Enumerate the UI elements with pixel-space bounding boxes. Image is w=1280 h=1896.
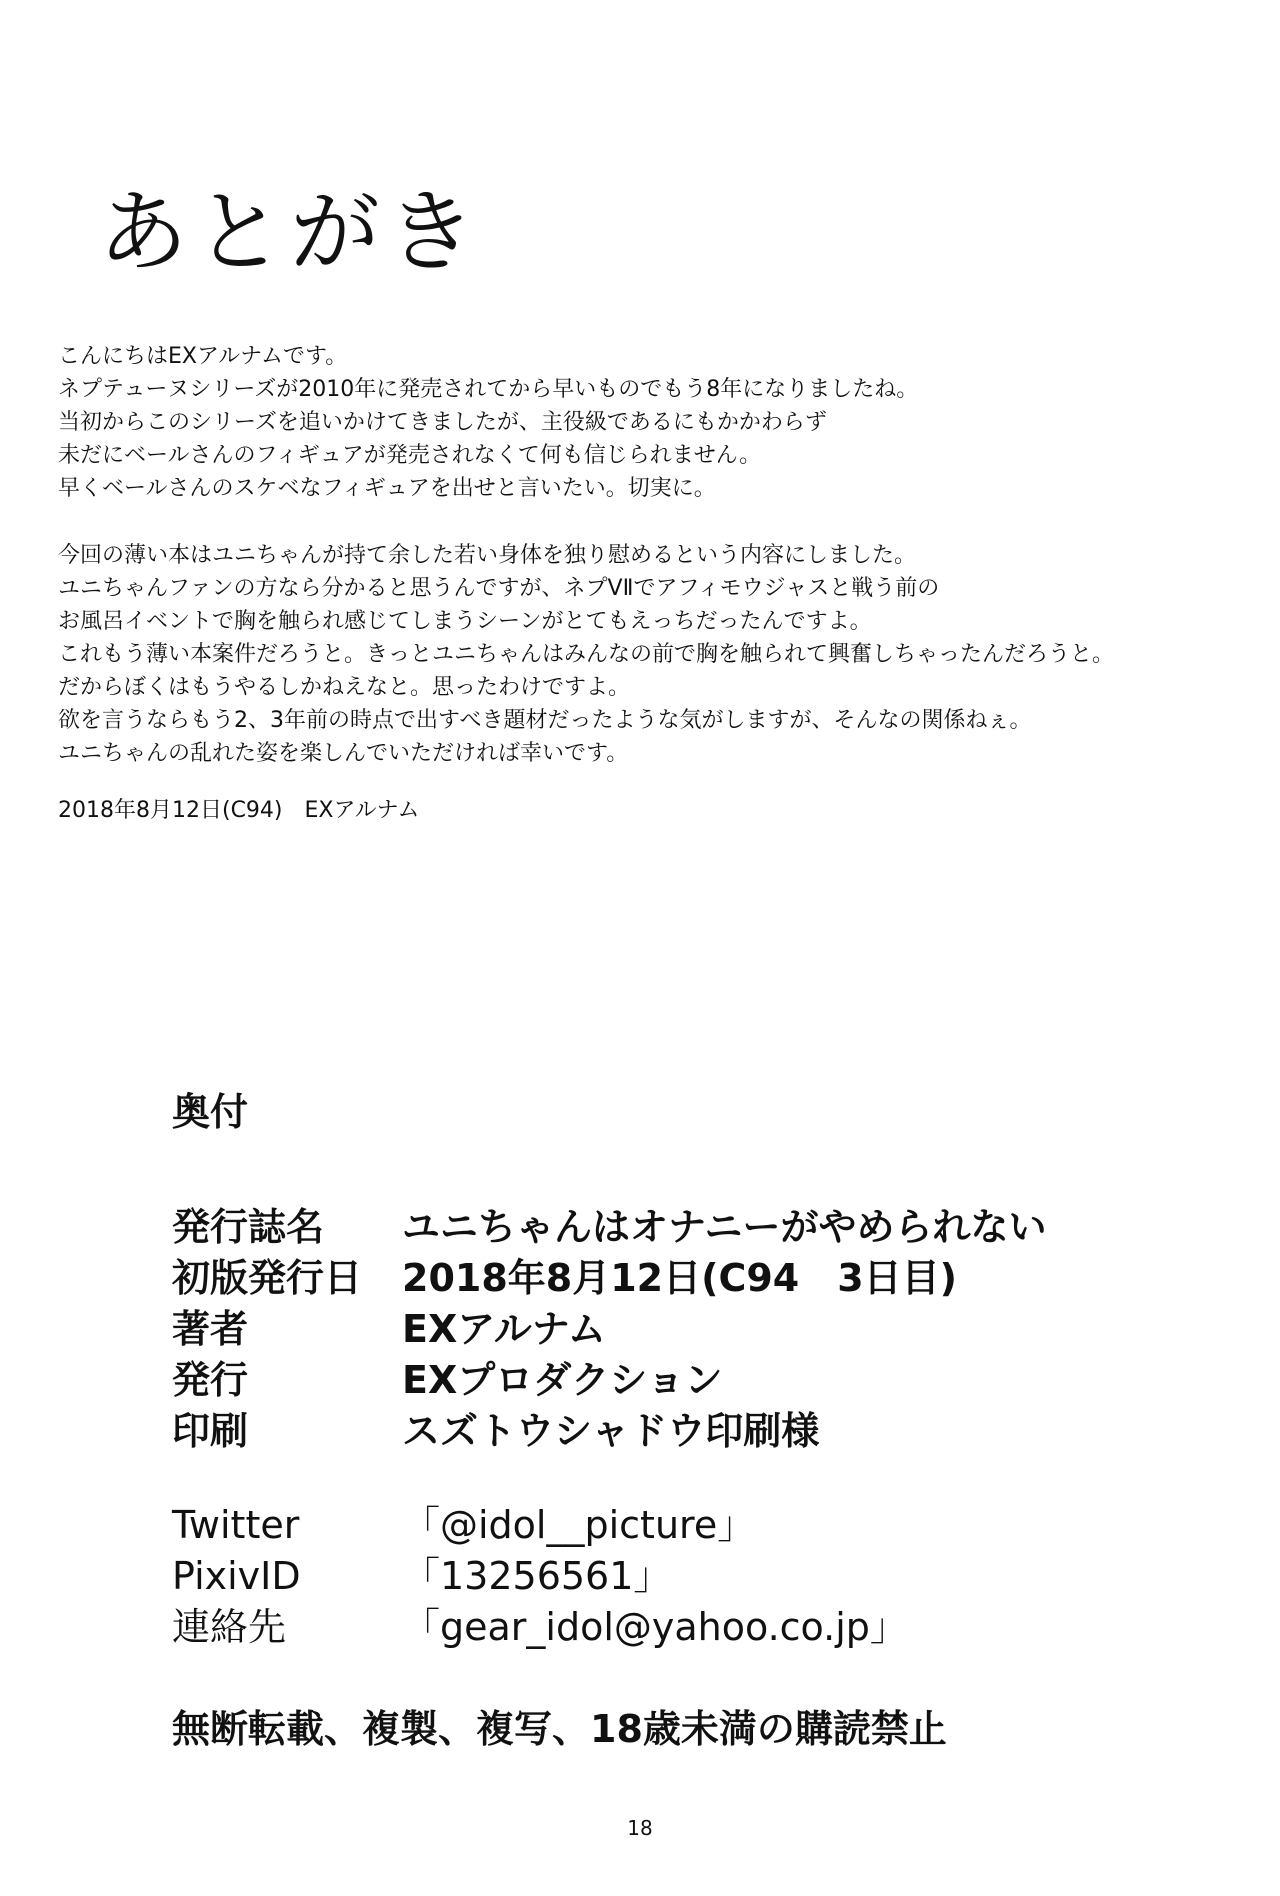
text-line: こんにちはEXアルナムです。 <box>58 344 348 369</box>
colophon-value: 2018年8月12日(C94 3日目) <box>402 1256 958 1300</box>
colophon-table <box>172 1196 1172 1451</box>
text-line: 早くベールさんのスケベなフィギュアを出せと言いたい。切実に。 <box>58 476 716 501</box>
text-line: だからぼくはもうやるしかねえなと。思ったわけですよ。 <box>58 675 631 700</box>
afterword-paragraph-2 <box>58 539 1238 770</box>
contact-label: Twitter <box>172 1503 300 1547</box>
copyright-notice: 無断転載、複製、複写、18歳未満の購読禁止 <box>172 1707 947 1751</box>
colophon-label: 印刷 <box>172 1409 249 1453</box>
contact-row-pixiv <box>172 1545 1172 1596</box>
text-line: 当初からこのシリーズを追いかけてきましたが、主役級であるにもかかわらず <box>58 410 827 435</box>
colophon-value: EXプロダクション <box>402 1358 723 1402</box>
colophon-row-title <box>172 1196 1172 1247</box>
colophon-value: スズトウシャドウ印刷様 <box>402 1409 820 1453</box>
text-line: ネプテューヌシリーズが2010年に発売されてから早いものでもう8年になりましたね。 <box>58 377 919 402</box>
colophon-label: 著者 <box>172 1307 249 1351</box>
contact-row-email <box>172 1596 1172 1647</box>
text-line: これもう薄い本案件だろうと。きっとユニちゃんはみんなの前で胸を触られて興奮しちゃったんだろうと。 <box>58 642 1115 667</box>
colophon-row-date <box>172 1247 1172 1298</box>
contact-value: 「gear_idol@yahoo.co.jp」 <box>402 1605 908 1649</box>
afterword-title: あとがき <box>98 180 482 286</box>
contact-row-twitter <box>172 1494 1172 1545</box>
colophon-value: EXアルナム <box>402 1307 606 1351</box>
colophon-label: 発行 <box>172 1358 249 1402</box>
afterword-signoff: 2018年8月12日(C94) EXアルナム <box>58 798 420 823</box>
colophon-label: 発行誌名 <box>172 1205 325 1249</box>
contact-label: 連絡先 <box>172 1605 287 1649</box>
text-line: ユニちゃんファンの方なら分かると思うんですが、ネプVⅡでアフィモウジャスと戦う前の <box>58 576 940 601</box>
text-line: 欲を言うならもう2、3年前の時点で出すべき題材だったような気がしますが、そんなの関係ねぇ。 <box>58 708 1032 733</box>
colophon-row-printer <box>172 1400 1172 1451</box>
page-number: 18 <box>627 1816 653 1840</box>
afterword-body <box>58 340 1238 804</box>
colophon-row-publisher <box>172 1349 1172 1400</box>
text-line: お風呂イベントで胸を触られ感じてしまうシーンがとてもえっちだったんですよ。 <box>58 609 872 634</box>
contact-value: 「13256561」 <box>402 1554 672 1598</box>
text-line: 今回の薄い本はユニちゃんが持て余した若い身体を独り慰めるという内容にしました。 <box>58 543 917 568</box>
contact-value: 「@idol__picture」 <box>402 1503 756 1547</box>
colophon-label: 初版発行日 <box>172 1256 363 1300</box>
contact-label: PixivID <box>172 1554 301 1598</box>
text-line: ユニちゃんの乱れた姿を楽しんでいただければ幸いです。 <box>58 741 629 766</box>
contact-table <box>172 1494 1172 1647</box>
text-line: 未だにベールさんのフィギュアが発売されなくて何も信じられません。 <box>58 443 762 468</box>
colophon-title: 奥付 <box>172 1090 249 1134</box>
colophon-row-author <box>172 1298 1172 1349</box>
afterword-paragraph-1 <box>58 340 1238 505</box>
colophon-value: ユニちゃんはオナニーがやめられない <box>402 1205 1047 1249</box>
